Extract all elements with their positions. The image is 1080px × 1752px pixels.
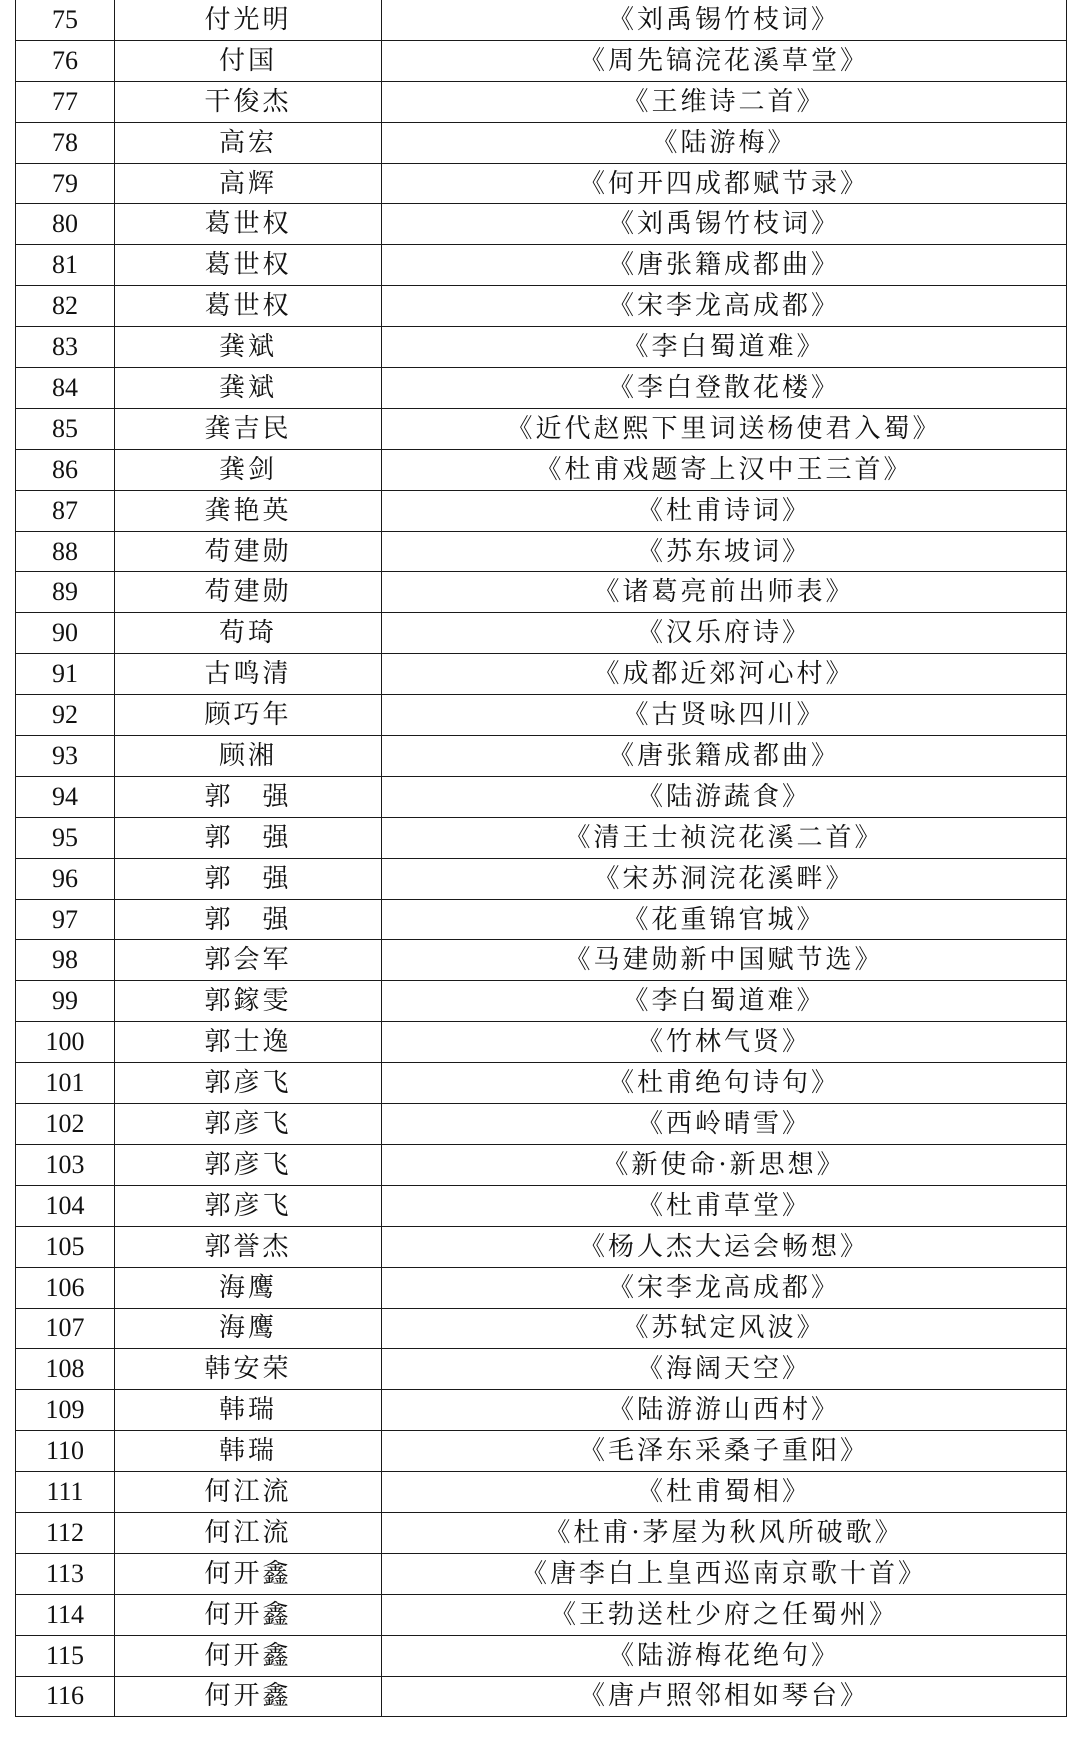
row-number-cell: 109: [16, 1390, 115, 1431]
table-row: [16, 1512, 1067, 1553]
table-row: [16, 899, 1067, 940]
calligrapher-name-cell: 何开鑫: [115, 1676, 382, 1717]
row-number-cell: 93: [16, 736, 115, 777]
work-title-cell: 《周先镐浣花溪草堂》: [382, 40, 1067, 81]
calligrapher-name-cell: 郭士逸: [115, 1022, 382, 1063]
row-number-cell: 96: [16, 858, 115, 899]
calligrapher-name-cell: 葛世权: [115, 204, 382, 245]
row-number-cell: 115: [16, 1635, 115, 1676]
table-row: [16, 776, 1067, 817]
row-number-cell: 103: [16, 1144, 115, 1185]
work-title-cell: 《王维诗二首》: [382, 81, 1067, 122]
work-title-cell: 《苏东坡词》: [382, 531, 1067, 572]
row-number-cell: 92: [16, 695, 115, 736]
calligrapher-name-cell: 葛世权: [115, 245, 382, 286]
calligrapher-name-cell: 海鹰: [115, 1267, 382, 1308]
table-row: [16, 572, 1067, 613]
calligrapher-name-cell: 何开鑫: [115, 1635, 382, 1676]
table-row: [16, 408, 1067, 449]
row-number-cell: 76: [16, 40, 115, 81]
calligrapher-name-cell: 韩安荣: [115, 1349, 382, 1390]
work-title-cell: 《海阔天空》: [382, 1349, 1067, 1390]
table-row: [16, 531, 1067, 572]
row-number-cell: 105: [16, 1226, 115, 1267]
row-number-cell: 78: [16, 122, 115, 163]
row-number-cell: 86: [16, 449, 115, 490]
row-number-cell: 98: [16, 940, 115, 981]
table-row: [16, 163, 1067, 204]
work-title-cell: 《杜甫绝句诗句》: [382, 1063, 1067, 1104]
row-number-cell: 100: [16, 1022, 115, 1063]
calligrapher-name-cell: 郭彦飞: [115, 1144, 382, 1185]
work-title-cell: 《唐张籍成都曲》: [382, 736, 1067, 777]
calligrapher-name-cell: 郭鎵雯: [115, 981, 382, 1022]
calligrapher-name-cell: 龚吉民: [115, 408, 382, 449]
row-number-cell: 95: [16, 817, 115, 858]
calligrapher-name-cell: 高宏: [115, 122, 382, 163]
calligrapher-name-cell: 郭彦飞: [115, 1104, 382, 1145]
work-title-cell: 《宋李龙高成都》: [382, 1267, 1067, 1308]
calligrapher-name-cell: 古鸣清: [115, 654, 382, 695]
table-row: [16, 1390, 1067, 1431]
calligrapher-name-cell: 郭 强: [115, 817, 382, 858]
row-number-cell: 89: [16, 572, 115, 613]
table-row: [16, 1676, 1067, 1717]
calligrapher-name-cell: 郭誉杰: [115, 1226, 382, 1267]
table-row: [16, 817, 1067, 858]
table-row: [16, 0, 1067, 40]
table-row: [16, 81, 1067, 122]
row-number-cell: 80: [16, 204, 115, 245]
calligrapher-name-cell: 苟建勋: [115, 531, 382, 572]
row-number-cell: 91: [16, 654, 115, 695]
table-row: [16, 654, 1067, 695]
row-number-cell: 114: [16, 1594, 115, 1635]
table-row: [16, 449, 1067, 490]
calligrapher-name-cell: 高辉: [115, 163, 382, 204]
table-row: [16, 1635, 1067, 1676]
table-row: [16, 1185, 1067, 1226]
work-title-cell: 《花重锦官城》: [382, 899, 1067, 940]
table-row: [16, 940, 1067, 981]
calligrapher-name-cell: 龚斌: [115, 327, 382, 368]
row-number-cell: 106: [16, 1267, 115, 1308]
work-title-cell: 《清王士祯浣花溪二首》: [382, 817, 1067, 858]
row-number-cell: 81: [16, 245, 115, 286]
work-title-cell: 《王勃送杜少府之任蜀州》: [382, 1594, 1067, 1635]
table-row: [16, 1472, 1067, 1513]
calligrapher-name-cell: 付光明: [115, 0, 382, 40]
row-number-cell: 104: [16, 1185, 115, 1226]
work-title-cell: 《陆游游山西村》: [382, 1390, 1067, 1431]
work-title-cell: 《李白登散花楼》: [382, 368, 1067, 409]
work-title-cell: 《古贤咏四川》: [382, 695, 1067, 736]
row-number-cell: 88: [16, 531, 115, 572]
table-row: [16, 1553, 1067, 1594]
table-row: [16, 736, 1067, 777]
table-body: [16, 0, 1067, 1717]
table-row: [16, 1431, 1067, 1472]
table-row: [16, 981, 1067, 1022]
table-row: [16, 40, 1067, 81]
calligrapher-name-cell: 龚艳英: [115, 490, 382, 531]
row-number-cell: 85: [16, 408, 115, 449]
calligrapher-name-cell: 何开鑫: [115, 1553, 382, 1594]
work-title-cell: 《新使命·新思想》: [382, 1144, 1067, 1185]
work-title-cell: 《刘禹锡竹枝词》: [382, 0, 1067, 40]
work-title-cell: 《刘禹锡竹枝词》: [382, 204, 1067, 245]
work-title-cell: 《唐张籍成都曲》: [382, 245, 1067, 286]
row-number-cell: 94: [16, 776, 115, 817]
row-number-cell: 101: [16, 1063, 115, 1104]
table-row: [16, 204, 1067, 245]
calligrapher-name-cell: 郭彦飞: [115, 1063, 382, 1104]
calligrapher-name-cell: 苟琦: [115, 613, 382, 654]
entries-table: [15, 0, 1067, 1717]
row-number-cell: 90: [16, 613, 115, 654]
work-title-cell: 《近代赵熙下里词送杨使君入蜀》: [382, 408, 1067, 449]
work-title-cell: 《李白蜀道难》: [382, 327, 1067, 368]
table-row: [16, 368, 1067, 409]
table-row: [16, 1308, 1067, 1349]
work-title-cell: 《成都近郊河心村》: [382, 654, 1067, 695]
work-title-cell: 《杜甫·茅屋为秋风所破歌》: [382, 1512, 1067, 1553]
row-number-cell: 107: [16, 1308, 115, 1349]
table-row: [16, 122, 1067, 163]
row-number-cell: 79: [16, 163, 115, 204]
table-row: [16, 695, 1067, 736]
work-title-cell: 《杜甫蜀相》: [382, 1472, 1067, 1513]
calligrapher-name-cell: 龚斌: [115, 368, 382, 409]
work-title-cell: 《诸葛亮前出师表》: [382, 572, 1067, 613]
calligrapher-name-cell: 郭 强: [115, 776, 382, 817]
table-row: [16, 1144, 1067, 1185]
calligrapher-name-cell: 韩瑞: [115, 1431, 382, 1472]
row-number-cell: 108: [16, 1349, 115, 1390]
row-number-cell: 77: [16, 81, 115, 122]
table-row: [16, 245, 1067, 286]
calligrapher-name-cell: 何江流: [115, 1512, 382, 1553]
work-title-cell: 《竹林气贤》: [382, 1022, 1067, 1063]
work-title-cell: 《杜甫戏题寄上汉中王三首》: [382, 449, 1067, 490]
calligrapher-name-cell: 龚剑: [115, 449, 382, 490]
row-number-cell: 83: [16, 327, 115, 368]
table-row: [16, 858, 1067, 899]
calligrapher-name-cell: 韩瑞: [115, 1390, 382, 1431]
calligrapher-name-cell: 顾湘: [115, 736, 382, 777]
row-number-cell: 97: [16, 899, 115, 940]
work-title-cell: 《唐卢照邻相如琴台》: [382, 1676, 1067, 1717]
row-number-cell: 99: [16, 981, 115, 1022]
calligrapher-name-cell: 付国: [115, 40, 382, 81]
calligrapher-name-cell: 郭 强: [115, 899, 382, 940]
row-number-cell: 113: [16, 1553, 115, 1594]
work-title-cell: 《陆游梅花绝句》: [382, 1635, 1067, 1676]
work-title-cell: 《陆游梅》: [382, 122, 1067, 163]
calligrapher-name-cell: 顾巧年: [115, 695, 382, 736]
calligrapher-name-cell: 苟建勋: [115, 572, 382, 613]
table-row: [16, 490, 1067, 531]
work-title-cell: 《宋苏洞浣花溪畔》: [382, 858, 1067, 899]
work-title-cell: 《汉乐府诗》: [382, 613, 1067, 654]
row-number-cell: 82: [16, 286, 115, 327]
row-number-cell: 84: [16, 368, 115, 409]
table-row: [16, 1104, 1067, 1145]
work-title-cell: 《毛泽东采桑子重阳》: [382, 1431, 1067, 1472]
row-number-cell: 102: [16, 1104, 115, 1145]
calligrapher-name-cell: 何江流: [115, 1472, 382, 1513]
row-number-cell: 111: [16, 1472, 115, 1513]
work-title-cell: 《杜甫草堂》: [382, 1185, 1067, 1226]
work-title-cell: 《杨人杰大运会畅想》: [382, 1226, 1067, 1267]
table-row: [16, 1063, 1067, 1104]
table-row: [16, 286, 1067, 327]
row-number-cell: 87: [16, 490, 115, 531]
calligrapher-name-cell: 郭彦飞: [115, 1185, 382, 1226]
table-row: [16, 327, 1067, 368]
table-row: [16, 1022, 1067, 1063]
table-row: [16, 1226, 1067, 1267]
table-row: [16, 1594, 1067, 1635]
calligrapher-name-cell: 海鹰: [115, 1308, 382, 1349]
calligrapher-name-cell: 郭 强: [115, 858, 382, 899]
work-title-cell: 《何开四成都赋节录》: [382, 163, 1067, 204]
row-number-cell: 112: [16, 1512, 115, 1553]
work-title-cell: 《陆游蔬食》: [382, 776, 1067, 817]
table-row: [16, 1267, 1067, 1308]
work-title-cell: 《马建勋新中国赋节选》: [382, 940, 1067, 981]
work-title-cell: 《唐李白上皇西巡南京歌十首》: [382, 1553, 1067, 1594]
calligrapher-name-cell: 何开鑫: [115, 1594, 382, 1635]
work-title-cell: 《西岭晴雪》: [382, 1104, 1067, 1145]
work-title-cell: 《宋李龙高成都》: [382, 286, 1067, 327]
calligrapher-name-cell: 葛世权: [115, 286, 382, 327]
calligrapher-name-cell: 郭会军: [115, 940, 382, 981]
row-number-cell: 75: [16, 0, 115, 40]
table-row: [16, 1349, 1067, 1390]
calligrapher-name-cell: 干俊杰: [115, 81, 382, 122]
work-title-cell: 《杜甫诗词》: [382, 490, 1067, 531]
table-row: [16, 613, 1067, 654]
row-number-cell: 110: [16, 1431, 115, 1472]
row-number-cell: 116: [16, 1676, 115, 1717]
work-title-cell: 《李白蜀道难》: [382, 981, 1067, 1022]
work-title-cell: 《苏轼定风波》: [382, 1308, 1067, 1349]
